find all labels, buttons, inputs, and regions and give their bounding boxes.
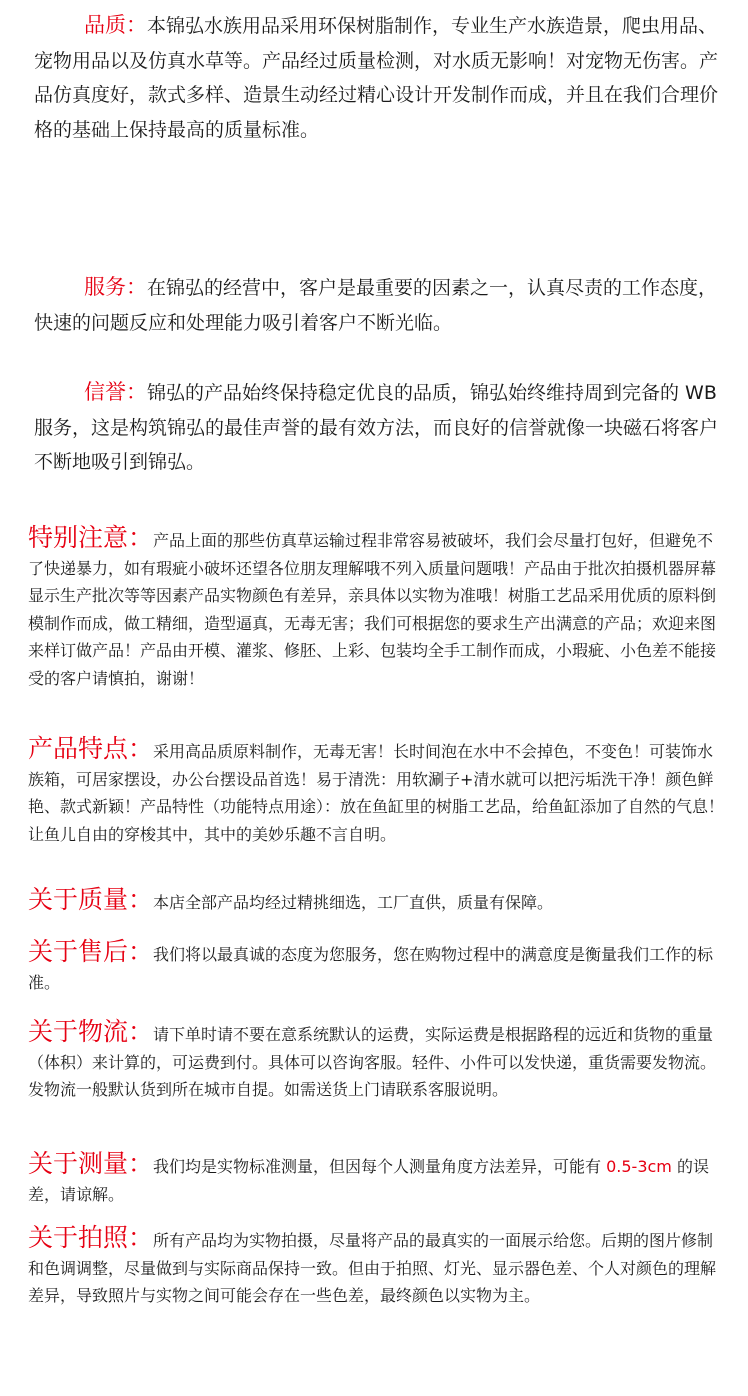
measurement-paragraph [28, 1150, 728, 1208]
about-quality-text: 本店全部产品均经过精挑细选，工厂直供，质量有保障。 [153, 893, 554, 912]
features-title: 产品特点： [28, 734, 154, 763]
logistics-text: 请下单时请不要在意系统默认的运费，实际运费是根据路程的远近和货物的重量（体积）来计算的，可运费到付。具体可以咨询客服。轻件、小件可以发快递，重货需要发物流。发物流一般默认货到所在城市自提。如需送货上门请联系客服说明。 [28, 1025, 717, 1099]
measurement-title: 关于测量： [28, 1149, 154, 1178]
measurement-range-value: 0.5-3cm [606, 1157, 672, 1176]
attention-text: 产品上面的那些仿真草运输过程非常容易被破坏，我们会尽量打包好，但避免不了快递暴力，如有瑕疵小破坏还望各位朋友理解哦不列入质量问题哦！产品由于批次拍摄机器屏幕显示生产批次等等因素产品实物颜色有差异，亲具体以实物为准哦！树脂工艺品采用优质的原料倒模制作而成，做工精细，造型逼真，无毒无害；我们可根据您的要求生产出满意的产品；欢迎来图来样订做产品！产品由开模、灌浆、修胚、上彩、包装均全手工制作而成，小瑕疵、小色差不能接受的客户请慎拍，谢谢！ [28, 531, 717, 688]
reputation-paragraph [34, 375, 724, 480]
service-paragraph [34, 270, 724, 340]
features-text: 采用高品质原料制作，无毒无害！长时间泡在水中不会掉色，不变色！可装饰水族箱，可居家摆设，办公台摆设品首选！易于清洗：用软涮子+清水就可以把污垢洗干净！颜色鲜艳、款式新颖！产品特性（功能特点用途）：放在鱼缸里的树脂工艺品，给鱼缸添加了自然的气息！让鱼儿自由的穿梭其中，其中的美妙乐趣不言自明。 [28, 742, 725, 844]
quality-text: 本锦弘水族用品采用环保树脂制作，专业生产水族造景，爬虫用品、宠物用品以及仿真水草等。产品经过质量检测，对水质无影响！对宠物无伤害。产品仿真度好，款式多样、造景生动经过精心设计开发制作而成，并且在我们合理价格的基础上保持最高的质量标准。 [34, 15, 719, 141]
reputation-text: 锦弘的产品始终保持稳定优良的品质，锦弘始终维持周到完备的 WB 服务，这是构筑锦弘的最佳声誉的最有效方法，而良好的信誉就像一块磁石将客户不断地吸引到锦弘。 [34, 382, 719, 473]
about-quality-title: 关于质量： [28, 885, 154, 914]
attention-title: 特别注意： [28, 523, 154, 552]
service-title: 服务： [84, 275, 147, 299]
photos-title: 关于拍照： [28, 1223, 154, 1252]
measurement-text-before: 我们均是实物标准测量，但因每个人测量角度方法差异，可能有 [153, 1157, 607, 1176]
after-sales-paragraph [28, 938, 728, 996]
about-quality-paragraph [28, 886, 728, 917]
quality-title: 品质： [84, 13, 147, 37]
after-sales-title: 关于售后： [28, 937, 154, 966]
measurement-text-after: 的误差，请谅解。 [28, 1157, 709, 1204]
after-sales-text: 我们将以最真诚的态度为您服务，您在购物过程中的满意度是衡量我们工作的标准。 [28, 945, 714, 992]
photos-text: 所有产品均为实物拍摄，尽量将产品的最真实的一面展示给您。后期的图片修制和色调调整，尽量做到与实际商品保持一致。但由于拍照、灯光、显示器色差、个人对颜色的理解差异，导致照片与实物之间可能会存在一些色差，最终颜色以实物为主。 [28, 1231, 717, 1305]
photos-paragraph [28, 1224, 728, 1310]
logistics-paragraph [28, 1018, 728, 1104]
quality-paragraph [34, 8, 724, 147]
logistics-title: 关于物流： [28, 1017, 154, 1046]
service-text: 在锦弘的经营中，客户是最重要的因素之一，认真尽责的工作态度，快速的问题反应和处理能力吸引着客户不断光临。 [34, 277, 718, 334]
attention-paragraph [28, 524, 728, 692]
reputation-title: 信誉： [84, 380, 147, 404]
features-paragraph [28, 735, 728, 848]
